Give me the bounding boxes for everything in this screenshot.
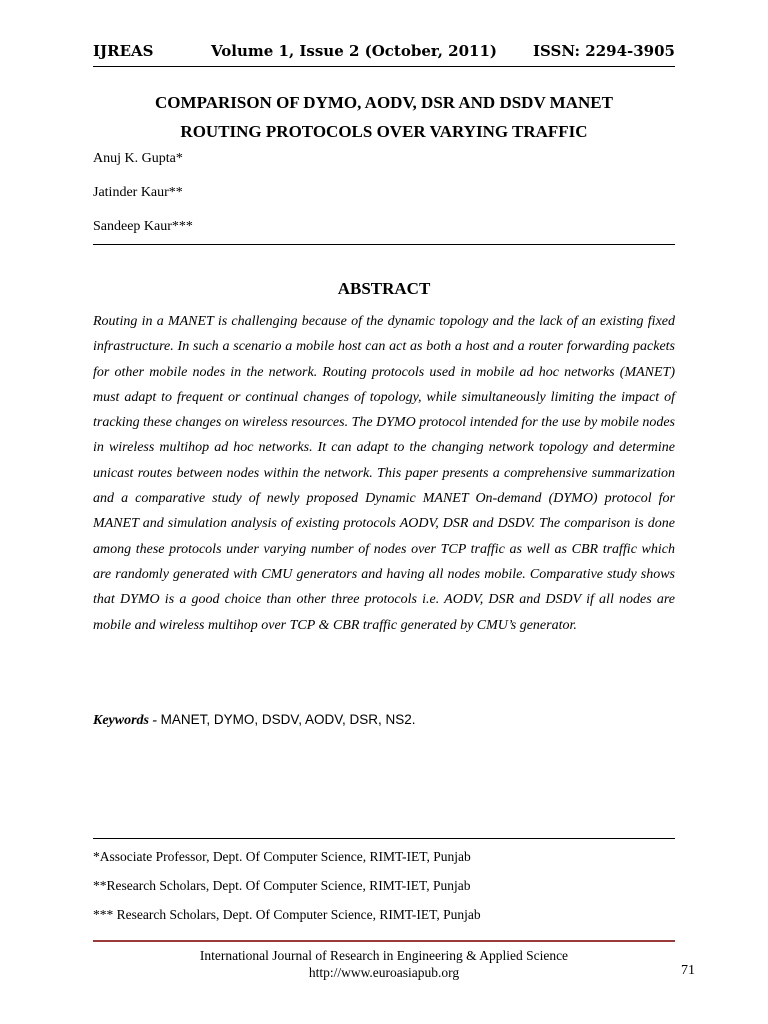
footnote: *** Research Scholars, Dept. Of Computer Science, RIMT-IET, Punjab: [93, 907, 481, 922]
footnotes: [93, 849, 675, 922]
footnote-rule: [93, 838, 675, 839]
issn: ISSN: 2294-3905: [532, 42, 675, 60]
running-head: [93, 42, 675, 66]
page-footer: [93, 947, 675, 981]
author: Anuj K. Gupta*: [93, 151, 183, 166]
abstract-heading: ABSTRACT: [337, 279, 431, 298]
author: Jatinder Kaur**: [93, 185, 183, 200]
title-line-1: COMPARISON OF DYMO, AODV, DSR AND DSDV MANET: [155, 93, 613, 112]
footer-journal-name: International Journal of Research in Engineering & Applied Science: [199, 948, 569, 963]
footnote: **Research Scholars, Dept. Of Computer Science, RIMT-IET, Punjab: [93, 878, 471, 893]
author: Sandeep Kaur***: [93, 219, 193, 234]
header-rule: [93, 66, 675, 67]
footer-url: http://www.euroasiapub.org: [308, 965, 460, 980]
paper-title: [93, 88, 675, 146]
volume-issue: Volume 1, Issue 2 (October, 2011): [211, 42, 497, 60]
authors-rule: [93, 244, 675, 245]
abstract-body: Routing in a MANET is challenging because of the dynamic topology and the lack of an existing fixed infrastructure. In such a scenario a mobile host can act as both a host and a router forwarding packets for other mobile nodes in the network. Routing protocols used in mobile ad hoc networks (MANET) must adapt to frequent or continual changes of topology, while simultaneously limiting the impact of tracking these changes on wireless resources. The DYMO protocol intended for the use by mobile nodes in wireless multihop ad hoc networks. It can adapt to the changing network topology and determine unicast routes between nodes within the network. This paper presents a comprehensive summarization and a comparative study of newly proposed Dynamic MANET On-demand (DYMO) protocol for MANET and simulation analysis of existing protocols AODV, DSR and DSDV. The comparison is done among these protocols under varying number of nodes over TCP traffic as well as CBR traffic which are randomly generated with CMU generators and having all nodes mobile. Comparative study shows that DYMO is a good choice than other three protocols i.e. AODV, DSR and DSDV if all nodes are mobile and wireless multihop over TCP & CBR traffic generated by CMU’s generator.: [93, 314, 675, 633]
footnote: *Associate Professor, Dept. Of Computer Science, RIMT-IET, Punjab: [93, 849, 471, 864]
footer-rule: [93, 940, 675, 942]
page-number: 71: [681, 963, 695, 978]
journal-abbreviation: IJREAS: [93, 42, 154, 60]
keywords-values: MANET, DYMO, DSDV, AODV, DSR, NS2.: [160, 712, 416, 727]
keywords: [93, 712, 675, 729]
keywords-label: Keywords -: [93, 713, 161, 728]
author-list: [93, 151, 193, 253]
title-line-2: ROUTING PROTOCOLS OVER VARYING TRAFFIC: [180, 122, 588, 141]
